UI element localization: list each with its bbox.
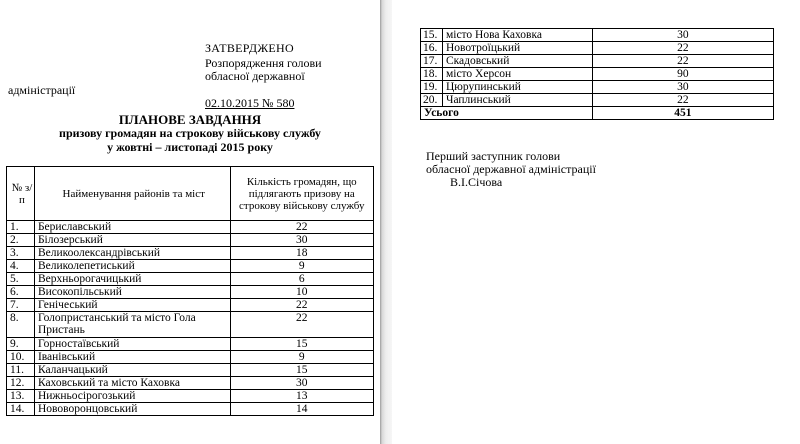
row-count: 22 (592, 42, 773, 55)
table-row (7, 247, 374, 260)
row-name: місто Херсон (442, 68, 592, 81)
table-row (7, 390, 374, 403)
row-count: 18 (230, 247, 373, 260)
row-name: Високопільський (34, 286, 230, 299)
row-name: Скадовський (442, 55, 592, 68)
row-count: 6 (230, 273, 373, 286)
approval-line-2: обласної державної (205, 69, 305, 83)
table-row (7, 403, 374, 416)
table-total-row (421, 107, 774, 120)
row-number: 2. (7, 234, 35, 247)
row-count: 30 (592, 29, 773, 42)
row-name: Великоолександрівський (34, 247, 230, 260)
row-name: Нижньосірогозький (34, 390, 230, 403)
row-number: 14. (7, 403, 35, 416)
row-number: 16. (421, 42, 443, 55)
row-number: 4. (7, 260, 35, 273)
row-number: 6. (7, 286, 35, 299)
row-number: 1. (7, 221, 35, 234)
row-name: Білозерський (34, 234, 230, 247)
table-header-row (7, 167, 374, 221)
row-name: Великолепетиський (34, 260, 230, 273)
signature-position-1: Перший заступник голови (426, 149, 561, 163)
row-count: 13 (230, 390, 373, 403)
row-count: 22 (230, 312, 373, 338)
document-page-left (0, 0, 380, 444)
row-number: 12. (7, 377, 35, 390)
row-name: Верхньорогачицький (34, 273, 230, 286)
table-row (421, 29, 774, 42)
row-name: Каланчацький (34, 364, 230, 377)
document-subtitle-2: у жовтні – листопаді 2015 року (107, 140, 273, 154)
row-number: 15. (421, 29, 443, 42)
table-row (7, 273, 374, 286)
row-number: 18. (421, 68, 443, 81)
row-name: Чаплинський (442, 94, 592, 107)
row-name: Бериславський (34, 221, 230, 234)
approval-date-number: 02.10.2015 № 580 (205, 96, 295, 110)
row-count: 22 (230, 221, 373, 234)
table-row (421, 55, 774, 68)
table-row (7, 312, 374, 338)
table-row (7, 299, 374, 312)
table-row (421, 68, 774, 81)
row-number: 19. (421, 81, 443, 94)
row-number: 11. (7, 364, 35, 377)
row-count: 15 (230, 338, 373, 351)
table-row (7, 351, 374, 364)
table-row (421, 81, 774, 94)
row-name: Голопристанський та місто Гола Пристань (34, 312, 230, 338)
row-name: Нововоронцовський (34, 403, 230, 416)
row-name: Генічеський (34, 299, 230, 312)
document-subtitle-1: призову громадян на строкову військову службу (59, 126, 321, 140)
row-count: 9 (230, 260, 373, 273)
row-number: 13. (7, 390, 35, 403)
row-count: 15 (230, 364, 373, 377)
table-row (421, 94, 774, 107)
row-number: 5. (7, 273, 35, 286)
row-number: 7. (7, 299, 35, 312)
row-count: 30 (230, 234, 373, 247)
row-count: 14 (230, 403, 373, 416)
table-row (7, 234, 374, 247)
row-name: Новотроїцький (442, 42, 592, 55)
row-count: 30 (230, 377, 373, 390)
page-separator (380, 0, 392, 444)
row-count: 90 (592, 68, 773, 81)
plan-table-part-1 (6, 166, 374, 416)
row-name: Каховський та місто Каховка (34, 377, 230, 390)
table-row (421, 42, 774, 55)
row-count: 22 (592, 55, 773, 68)
document-page-right (392, 0, 800, 444)
table-row (7, 286, 374, 299)
row-number: 8. (7, 312, 35, 338)
header-count: Кількість громадян, що підлягають призову на строкову військову службу (230, 167, 373, 221)
row-count: 10 (230, 286, 373, 299)
signature-position-2: обласної державної адміністрації (426, 162, 596, 176)
header-name: Найменування районів та міст (34, 167, 230, 221)
table-row (7, 260, 374, 273)
table-row (7, 364, 374, 377)
row-number: 17. (421, 55, 443, 68)
row-name: Горностаївський (34, 338, 230, 351)
row-count: 22 (230, 299, 373, 312)
row-count: 22 (592, 94, 773, 107)
row-number: 20. (421, 94, 443, 107)
table-row (7, 377, 374, 390)
total-label: Усього (421, 107, 593, 120)
row-name: Цюрупинський (442, 81, 592, 94)
table-row (7, 221, 374, 234)
row-count: 9 (230, 351, 373, 364)
header-number: № з/п (7, 167, 35, 221)
row-count: 30 (592, 81, 773, 94)
document-title: ПЛАНОВЕ ЗАВДАННЯ (118, 112, 262, 127)
approval-line-1: Розпорядження голови (205, 56, 322, 70)
row-name: місто Нова Каховка (442, 29, 592, 42)
signature-name: В.І.Січова (450, 175, 503, 189)
plan-table-part-2 (420, 28, 774, 120)
row-number: 9. (7, 338, 35, 351)
approval-heading: ЗАТВЕРДЖЕНО (205, 41, 294, 55)
row-number: 3. (7, 247, 35, 260)
row-name: Іванівський (34, 351, 230, 364)
total-count: 451 (592, 107, 773, 120)
approval-line-3: адміністрації (8, 83, 76, 97)
row-number: 10. (7, 351, 35, 364)
table-row (7, 338, 374, 351)
